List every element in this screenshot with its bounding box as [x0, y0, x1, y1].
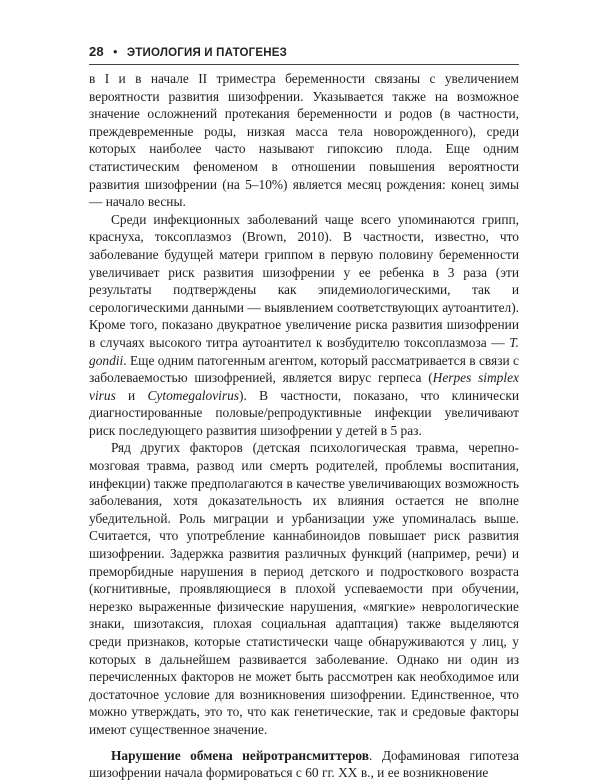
- body-text: [89, 70, 519, 782]
- running-header: [89, 44, 519, 59]
- page-number: 28: [89, 44, 104, 59]
- term-herpes-simplex: Herpes simplex virus: [89, 370, 519, 403]
- paragraph-2-text-b: . Еще одним патогенным агентом, который рассматривается в связи с заболеваемостью шизофренией, является вирус герпеса (: [89, 352, 519, 386]
- paragraph-2-text-d: ). В частности, показано, что клинически диагностированные половые/репродуктивные инфекции увеличивают риск последующего развития шизофрении у детей в 5 раз.: [89, 387, 519, 438]
- header-bullet: •: [113, 47, 118, 59]
- paragraph-2: [89, 211, 519, 440]
- header-rule: [89, 64, 519, 65]
- paragraph-4: [89, 747, 519, 782]
- term-cytomegalovirus: Cytomegalovirus: [147, 387, 239, 403]
- paragraph-4-text: . Дофаминовая гипотеза шизофрении начала формироваться с 60 гг. XX в., и ее возникновение: [89, 747, 519, 781]
- paragraph-1: в I и в начале II триместра беременности связаны с увеличением вероятности развития шизофрении. Указывается также на возможное значение осложнений протекания беременности и родов (в частности, преждевременные роды, низкая масса тела новорожденного), среди которых наиболее часто называют гипоксию плода. Еще одним статистическим феноменом в отношении повышения вероятности развития шизофрении (на 5–10%) является месяц рождения: конец зимы — начало весны.: [89, 71, 519, 210]
- paragraph-2-text-c: и: [115, 387, 148, 403]
- term-t-gondii: T. gondii: [89, 334, 519, 368]
- paragraph-2-text-a: Среди инфекционных заболеваний чаще всего упоминаются грипп, краснуха, токсоплазмоз (Brown, 2010). В частности, известно, что заболевание будущей матери гриппом в первую половину беременности увеличивает риск развития шизофрении у ее ребенка в 3 раза (эти результаты подтверждены как эпидемиологическими, так и серологическими данными — выявлением соответствующих аутоантител). Кроме того, показано двукратное увеличение риска развития шизофрении в случаях высокого титра аутоантител к возбудителю токсоплазмоза —: [89, 211, 519, 350]
- running-title: ЭТИОЛОГИЯ И ПАТОГЕНЕЗ: [126, 47, 288, 59]
- paragraph-3: Ряд других факторов (детская психологическая травма, черепно-мозговая травма, развод или смерть родителей, проблемы воспитания, инфекции) также предполагаются в качестве увеличивающих возможность заболевания, хотя доказательность их влияния остается не вполне убедительной. Роль миграции и урбанизации уже упоминалась выше. Считается, что употребление каннабиноидов повышает риск развития шизофрении. Задержка развития различных функций (например, речи) и преморбидные нарушения в период детского и подросткового возраста (когнитивные, проявляющиеся в плохой успеваемости при обучении, нерезко выраженные физические нарушения, «мягкие» неврологические знаки, шизотаксия, плохая социальная адаптация) также выделяются среди признаков, которые статистически чаще обнаруживаются у лиц, у которых в дальнейшем развивается заболевание. Однако ни один из перечисленных факторов не может быть рассмотрен как необходимое или достаточное условие для возникновения шизофрении. Единственное, что можно утверждать, это то, что как генетические, так и средовые факторы имеют существенное значение.: [89, 440, 519, 737]
- section-lead-heading: Нарушение обмена нейротрансмиттеров: [111, 747, 370, 763]
